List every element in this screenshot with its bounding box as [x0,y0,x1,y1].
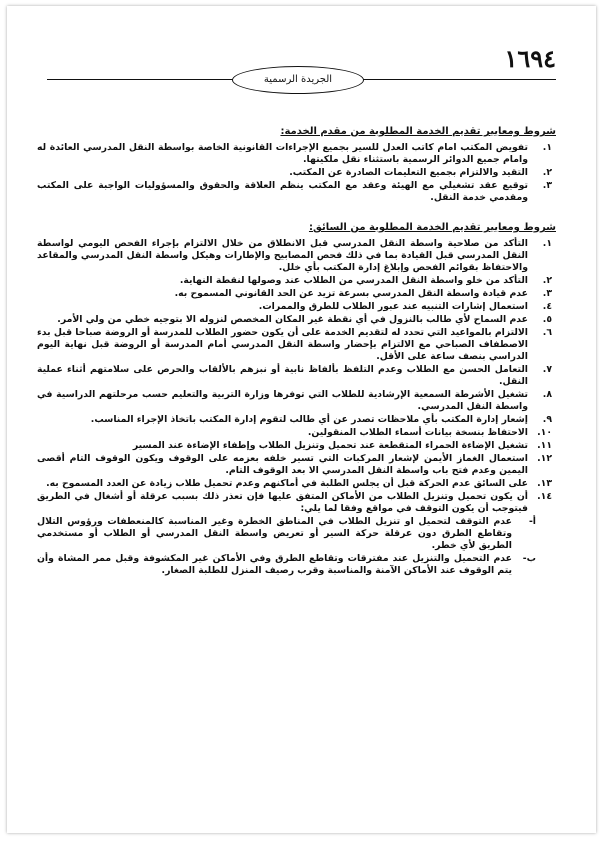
item-text: استعمال إشارات التنبيه عند عبور الطلاب للطرق والممرات. [258,301,528,312]
item-text: على السائق عدم الحركة قبل أن يجلس الطلبة في أماكنهم وعدم تحميل طلاب زيادة عن العدد المسموح به. [46,478,528,489]
item-number: ٣. [542,180,552,191]
provider-requirements-section [37,126,556,204]
list-item [37,453,556,477]
list-item [37,301,556,313]
list-item [37,389,556,413]
list-item [37,314,556,326]
list-item [37,288,556,300]
item-text: توقيع عقد تشغيلي مع الهيئة وعقد مع المكتب ينظم العلاقة والحقوق والمسؤوليات الواجبة على المكتب ومقدمي خدمة النقل. [37,180,528,203]
item-number: ٢. [542,275,552,286]
item-text: التأكد من صلاحية واسطة النقل المدرسي قبل الانطلاق من خلال الالتزام بإجراء الفحص اليومي لواسطة النقل المدرسي قبل القيادة بما في ذلك فحص المصابيح والإطارات وهيكل واسطة النقل المدرسي والمقاعد والاحتفاظ بقوائم الفحص وإبلاغ إدارة المكتب بأي خلل. [37,238,528,273]
item-text: التقيد والالتزام بجميع التعليمات الصادرة عن المكتب. [289,167,528,178]
document-body [37,126,556,578]
list-item [37,414,556,426]
item-number: ٥. [542,314,552,325]
driver-requirements-section [37,222,556,577]
list-item [37,238,556,274]
subitem-letter: ب- [522,553,536,564]
item-text: التعامل الحسن مع الطلاب وعدم التلفظ بألفاظ نابية أو نبزهم بالألقاب والحرص على سلامتهم أثناء عملية النقل. [37,364,528,387]
item-number: ٢. [542,167,552,178]
item-text: التأكد من خلو واسطة النقل المدرسي من الطلاب عند وصولها لنقطة النهاية. [179,275,528,286]
page-number: ١٦٩٤ [504,44,556,73]
list-item [37,478,556,490]
list-item [37,364,556,388]
list-item [37,142,556,166]
section-title: شروط ومعايير تقديم الخدمة المطلوبة من مقدم الخدمة: [280,126,556,137]
list-item [37,180,556,204]
driver-requirements-list [37,238,556,577]
item-number: ٤. [542,301,552,312]
item-text: عدم قيادة واسطة النقل المدرسي بسرعة تزيد عن الحد القانوني المسموح به. [174,288,528,299]
item-text: تشغيل الإضاءة الحمراء المتقطعة عند تحميل وتنزيل الطلاب وإطفاء الإضاءة عند المسير [132,440,528,451]
item-text: استعمال الغماز الأيمن لإشعار المركبات التي تسير خلفه بعزمه على الوقوف ويكون الوقوف التام أقصى اليمين وعدم فتح باب واسطة النقل المدرسي الا بعد الوقوف التام. [37,453,528,476]
list-item [37,427,556,439]
sub-list-item [37,516,556,552]
item-number: ٦. [542,327,552,338]
document-page [7,6,596,833]
list-item [37,491,556,515]
item-number: ٩. [542,414,552,425]
item-text: الاحتفاظ بنسخة بيانات أسماء الطلاب المنقولين. [307,427,528,438]
subitem-letter: أ- [528,516,536,527]
gazette-title-oval: الجريدة الرسمية [232,66,364,94]
item-number: ١٠. [537,427,552,438]
item-number: ٨. [542,389,552,400]
item-text: تشغيل الأشرطة السمعية الإرشادية للطلاب التي توفرها وزارة التربية والتعليم حسب مرحلتهم الدراسية في واسطة النقل المدرسي. [37,389,528,412]
item-number: ٧. [542,364,552,375]
item-number: ١. [542,238,552,249]
list-item [37,275,556,287]
item-text: إشعار إدارة المكتب بأي ملاحظات تصدر عن أي طالب لتقوم إدارة المكتب باتخاذ الإجراء المناسب. [90,414,528,425]
section-title: شروط ومعايير تقديم الخدمة المطلوبة من السائق: [308,222,556,233]
item-number: ١٣. [537,478,552,489]
item-text: الالتزام بالمواعيد التي تحدد له لتقديم الخدمة على أن يكون حضور الطلاب للمدرسة أو الروضة صباحا قبل بدء الاصطفاف الصباحي مع الالتزام بإحضار واسطة النقل المدرسي أمام المدرسة أو الروضة قبل نهاية اليوم الدراسي بنصف ساعة على الأقل. [37,327,528,362]
list-item [37,327,556,363]
item-number: ١٤. [537,491,552,502]
item-number: ٣. [542,288,552,299]
list-item [37,167,556,179]
item-number: ١١. [537,440,552,451]
item-number: ١٢. [537,453,552,464]
list-item [37,440,556,452]
item-text: تفويض المكتب امام كاتب العدل للسير بجميع الإجراءات القانونية الخاصة بواسطة النقل المدرسي العائدة له وامام جميع الدوائر الرسمية باستثناء نقل ملكيتها. [37,142,528,165]
subitem-text: عدم التوقف لتحميل او تنزيل الطلاب في المناطق الخطرة وغير المناسبة كالمنعطفات ورؤوس التلال وتقاطع الطرق دون عرقلة حركة السير أو تعريض واسطة النقل المدرسي أو الطلاب أو مستخدمي الطريق لأي خطر. [37,516,512,551]
item-text: عدم السماح لأي طالب بالنزول في أي نقطة غير المكان المخصص لنزوله الا بتوجيه خطي من ولي الأمر. [57,314,528,325]
item-number: ١. [542,142,552,153]
subitem-text: عدم التحميل والتنزيل عند مفترقات وتقاطع الطرق وفي الأماكن غير المكشوفة وقبل ممر المشاة وأن يتم الوقوف عند الأماكن الآمنة والمناسبة وقرب رصيف المنزل للطلبة الصغار. [37,553,512,576]
sub-list-item [37,553,556,577]
item-text: أن يكون تحميل وتنزيل الطلاب من الأماكن المتفق عليها فإن تعذر ذلك بسبب عرقلة أو أشغال في الطريق فيتوجب أن يكون التوقف في مواقع وفقا لما يلي: [37,491,528,514]
provider-requirements-list [37,142,556,204]
